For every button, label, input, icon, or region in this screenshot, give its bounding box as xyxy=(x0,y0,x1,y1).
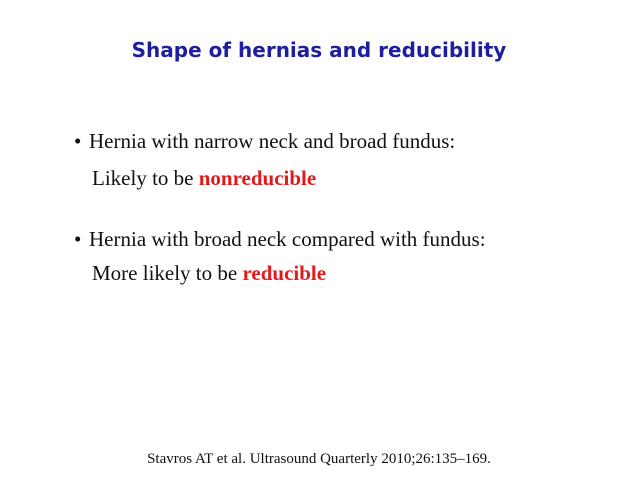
slide-title: Shape of hernias and reducibility xyxy=(131,38,507,62)
bullet-text: Hernia with broad neck compared with fundus: xyxy=(89,227,486,251)
subline-emphasis: nonreducible xyxy=(198,166,317,190)
bullet-marker: • xyxy=(74,227,82,251)
bullet-subline-2 xyxy=(92,263,326,284)
subline-prefix: Likely to be xyxy=(92,166,199,190)
subline-prefix: More likely to be xyxy=(92,261,243,285)
bullet-text: Hernia with narrow neck and broad fundus: xyxy=(89,129,456,153)
bullet-item-2 xyxy=(74,229,486,250)
citation xyxy=(0,451,638,468)
bullet-subline-1 xyxy=(92,168,316,189)
bullet-marker: • xyxy=(74,129,82,153)
bullet-item-1 xyxy=(74,131,455,152)
subline-emphasis: reducible xyxy=(242,261,327,285)
citation-text: Stavros AT et al. Ultrasound Quarterly 2010;26:135–169. xyxy=(147,451,491,467)
